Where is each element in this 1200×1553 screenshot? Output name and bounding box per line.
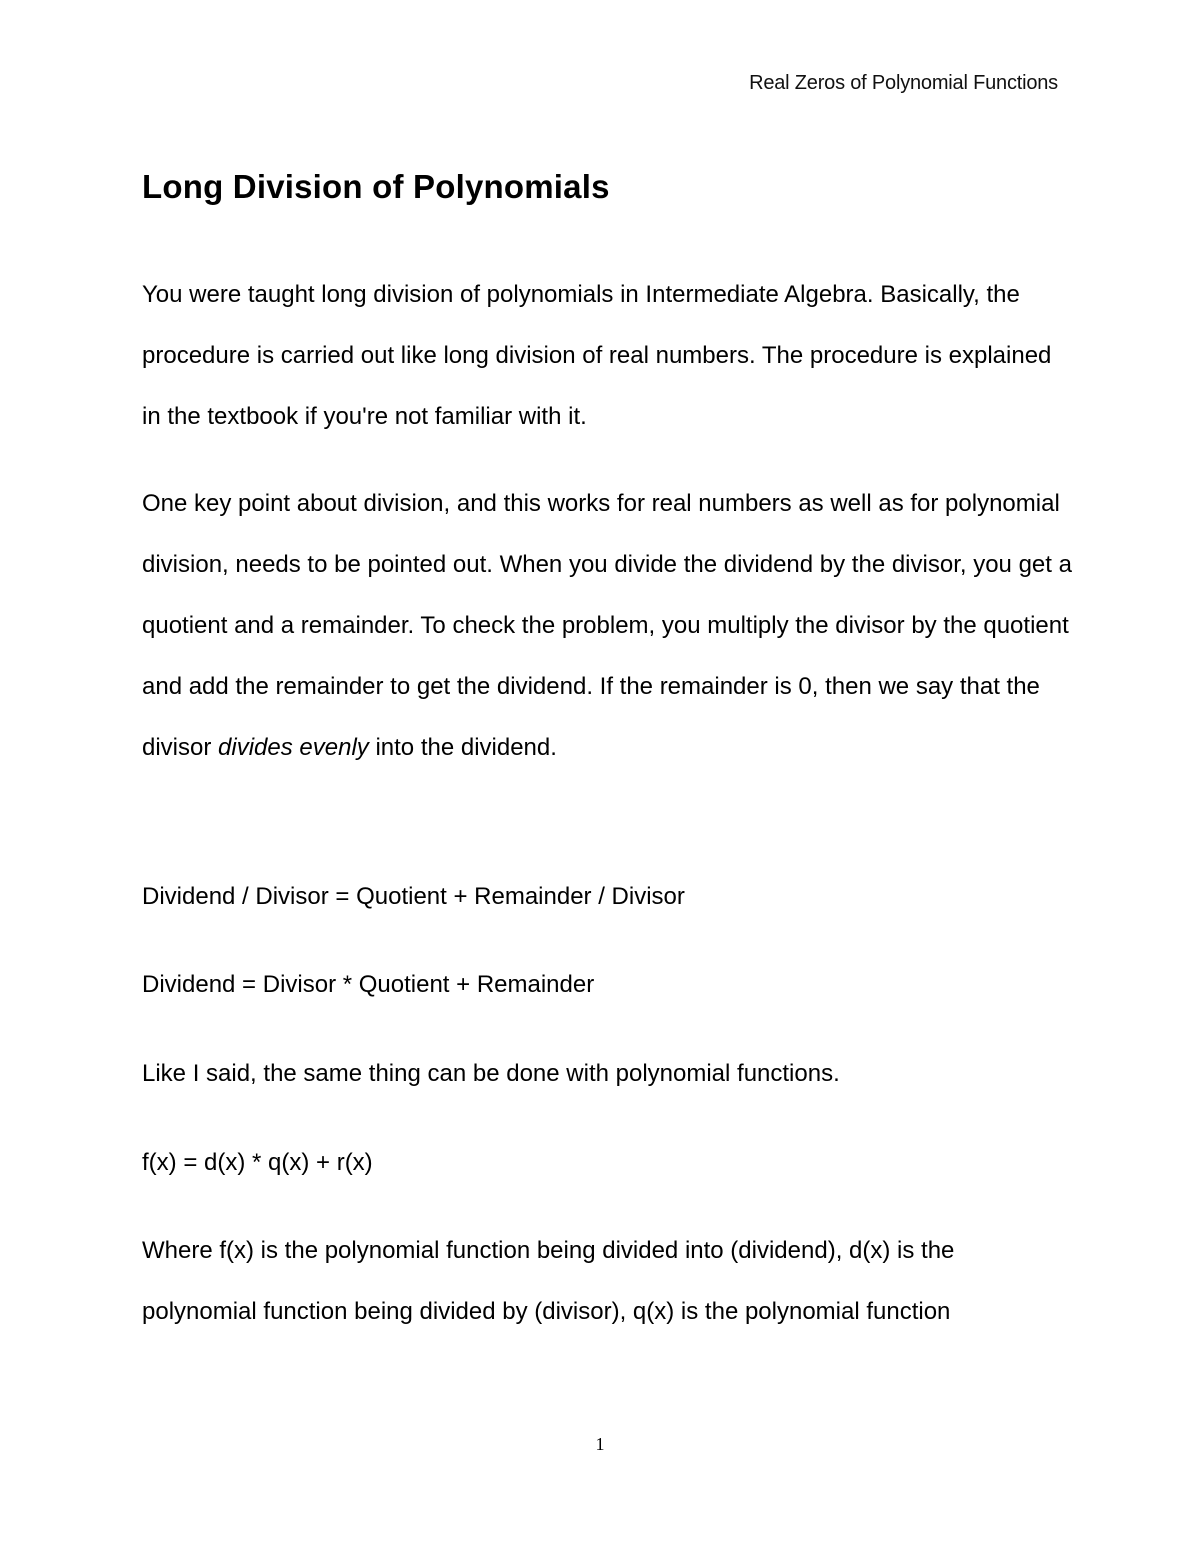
polynomial-statement: Like I said, the same thing can be done with polynomial functions.	[142, 1060, 840, 1087]
running-header: Real Zeros of Polynomial Functions	[749, 72, 1058, 94]
dividend-equation: Dividend = Divisor * Quotient + Remainder	[142, 971, 595, 998]
emphasis-divides-evenly: divides evenly	[218, 734, 369, 761]
key-point-text-end: into the dividend.	[368, 734, 557, 761]
page-title: Long Division of Polynomials	[142, 168, 610, 205]
division-key-point-paragraph	[142, 473, 1072, 778]
function-equation: f(x) = d(x) * q(x) + r(x)	[142, 1149, 373, 1176]
page-number: 1	[595, 1434, 605, 1454]
division-equation: Dividend / Divisor = Quotient + Remainder / Divisor	[142, 883, 685, 910]
definition-paragraph: Where f(x) is the polynomial function being divided into (dividend), d(x) is the polynomial function being divided by (divisor), q(x) is the polynomial function	[142, 1237, 955, 1325]
intro-paragraph: You were taught long division of polynomials in Intermediate Algebra. Basically, the procedure is carried out like long division of real numbers. The procedure is explained in the textbook if you're not familiar with it.	[142, 281, 1052, 430]
key-point-text: One key point about division, and this works for real numbers as well as for polynomial division, needs to be pointed out. When you divide the dividend by the divisor, you get a quotient and a remainder. To check the problem, you multiply the divisor by the quotient and add the remainder to get the dividend. If the remainder is 0, then we say that the divisor	[142, 490, 1072, 761]
